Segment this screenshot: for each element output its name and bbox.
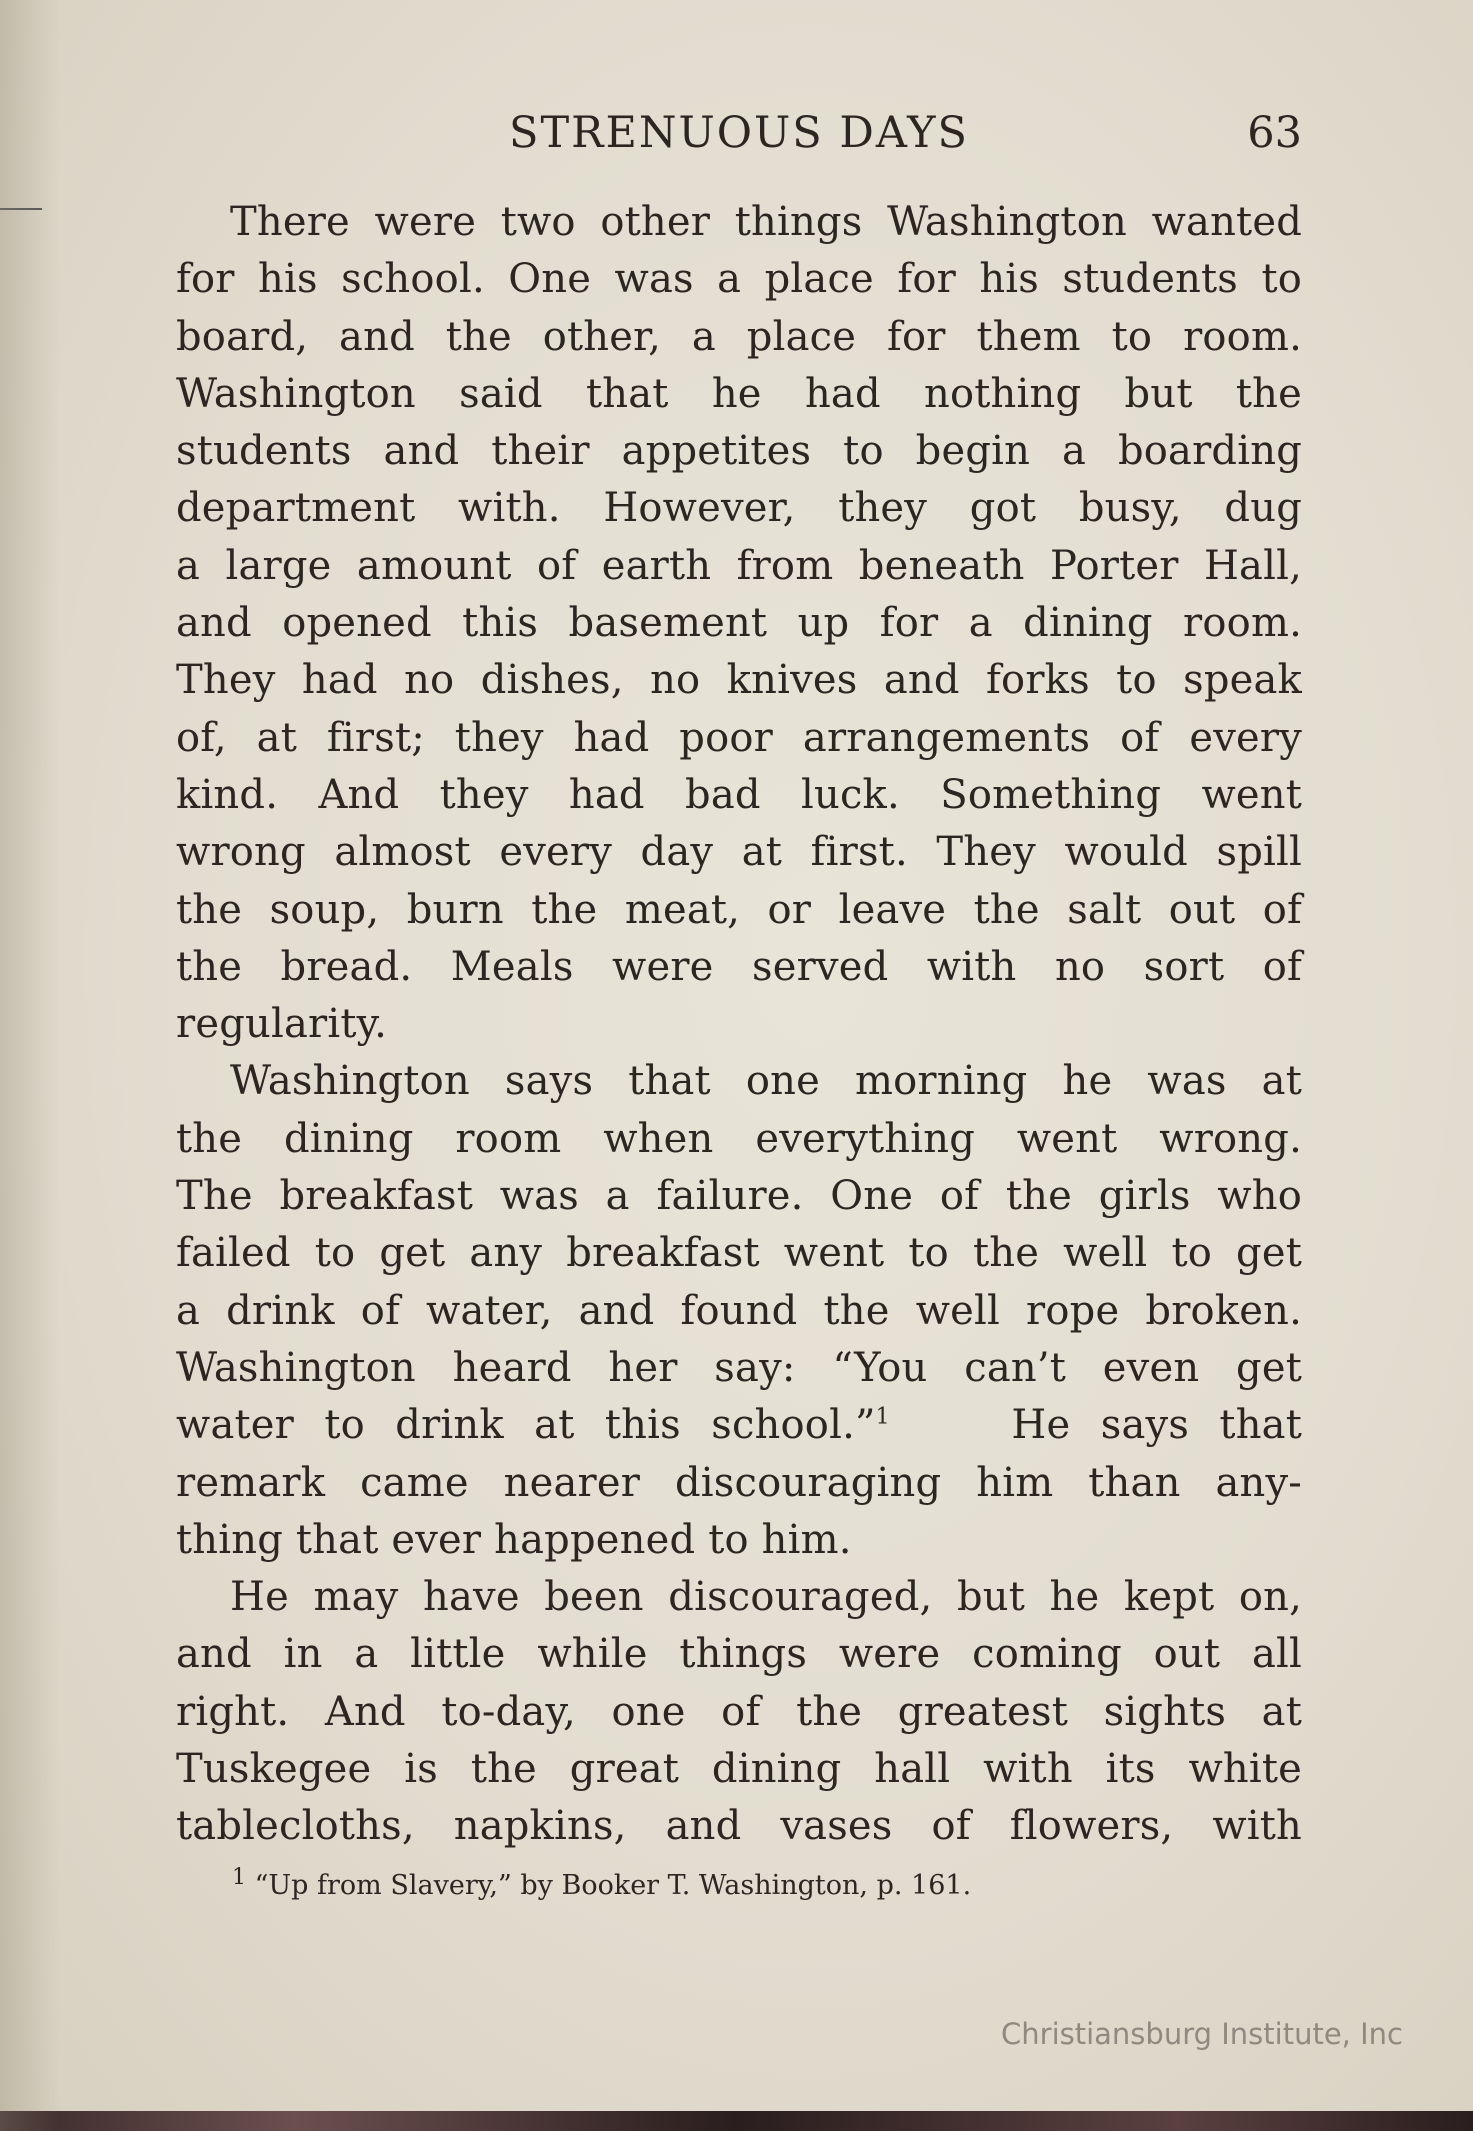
text-line: a drink of water, and found the well rope broken. — [176, 1287, 1302, 1334]
text-line: Tuskegee is the great dining hall with its white — [176, 1746, 1302, 1793]
margin-mark — [0, 208, 42, 210]
footnote-text: “Up from Slavery,” by Booker T. Washington, p. 161. — [254, 1870, 972, 1901]
text-line: students and their appetites to begin a boarding — [176, 428, 1302, 475]
text-line: Washington said that he had nothing but the — [176, 370, 1302, 417]
text-line: right. And to-day, one of the greatest sights at — [176, 1688, 1302, 1735]
running-title: STRENUOUS DAYS — [508, 108, 969, 158]
text-line: Washington heard her say: “You can’t even get — [176, 1344, 1302, 1391]
text-line: remark came nearer discouraging him than any- — [176, 1459, 1302, 1506]
text-line: failed to get any breakfast went to the well to get — [176, 1230, 1302, 1277]
text-line: and in a little while things were coming out all — [176, 1631, 1302, 1678]
text-line: department with. However, they got busy, dug — [176, 485, 1302, 532]
watermark: Christiansburg Institute, Inc — [1001, 2017, 1403, 2051]
text-line: kind. And they had bad luck. Something went — [176, 771, 1302, 818]
footnote — [232, 1865, 972, 1901]
footnote-marker: 1 — [232, 1865, 246, 1890]
body-text — [176, 194, 1302, 1856]
line-part: He says that — [1011, 1402, 1302, 1449]
line-part: water to drink at this school.” — [176, 1402, 876, 1449]
text-line: for his school. One was a place for his students to — [176, 256, 1302, 303]
text-line: thing that ever happened to him. — [176, 1516, 852, 1563]
text-line: board, and the other, a place for them to room. — [176, 313, 1302, 360]
page-number: 63 — [1247, 108, 1302, 158]
text-line: regularity. — [176, 1001, 387, 1048]
text-line: There were two other things Washington wanted — [230, 199, 1302, 245]
text-line: of, at first; they had poor arrangements of every — [176, 714, 1302, 761]
text-line: They had no dishes, no knives and forks to speak — [176, 657, 1302, 704]
text-line: the soup, burn the meat, or leave the salt out of — [176, 886, 1302, 933]
text-line-with-footnote — [176, 1397, 1302, 1454]
text-line: Washington says that one morning he was at — [230, 1058, 1302, 1105]
text-line: The breakfast was a failure. One of the girls who — [176, 1173, 1302, 1220]
text-line: tablecloths, napkins, and vases of flowers, with — [176, 1803, 1302, 1850]
text-line: and opened this basement up for a dining room. — [176, 600, 1302, 647]
text-line: wrong almost every day at first. They would spill — [176, 829, 1302, 876]
text-line: the bread. Meals were served with no sort of — [176, 943, 1302, 990]
page-header — [176, 108, 1302, 168]
footnote-reference: 1 — [875, 1404, 890, 1430]
text-line: a large amount of earth from beneath Porter Hall, — [176, 542, 1302, 589]
text-line: He may have been discouraged, but he kept on, — [230, 1574, 1302, 1621]
text-line: the dining room when everything went wrong. — [176, 1115, 1302, 1162]
page-bottom-edge — [0, 2111, 1473, 2131]
